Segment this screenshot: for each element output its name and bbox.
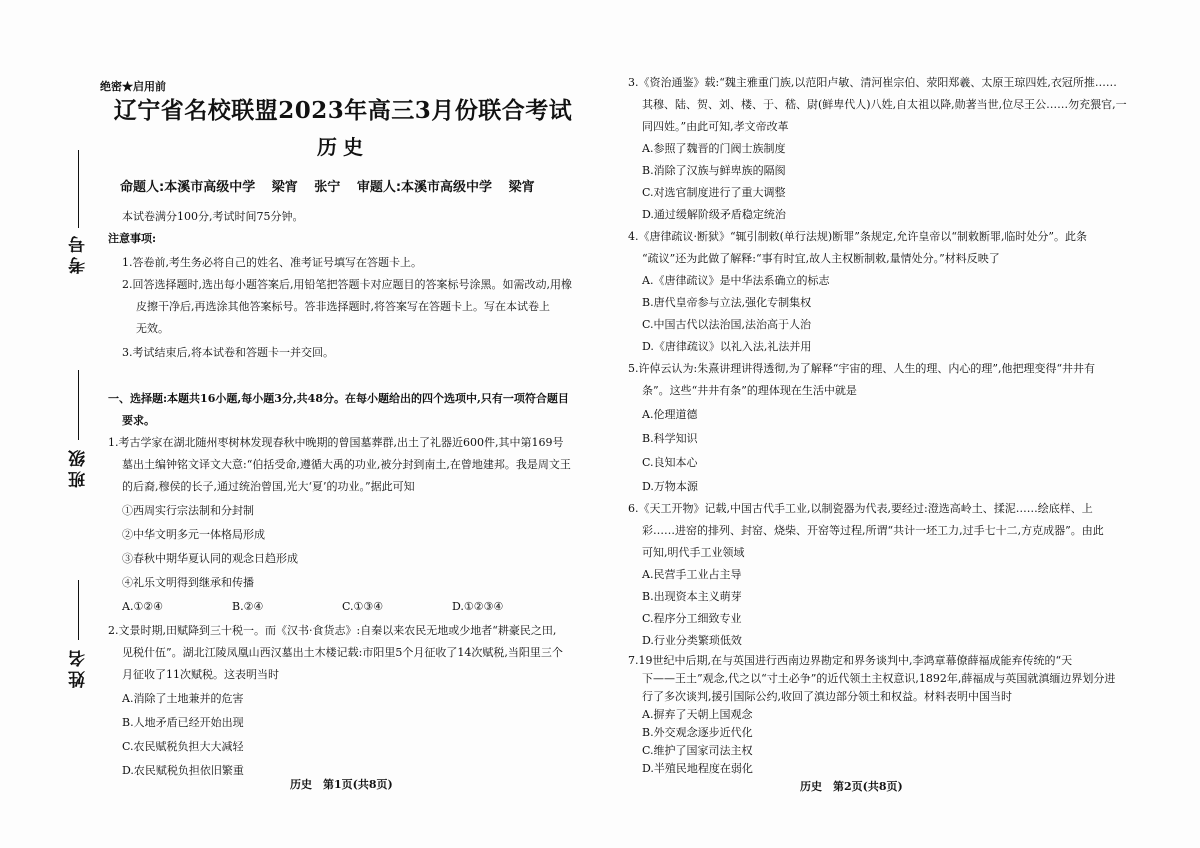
option: C.良知本心 — [642, 456, 698, 469]
option: C.程序分工细致专业 — [642, 612, 742, 625]
exam-title: 辽宁省名校联盟2023年高三3月份联合考试 — [113, 97, 573, 124]
option: C.农民赋税负担大大减轻 — [122, 740, 244, 753]
question-6-line: 6.《天工开物》记载,中国古代手工业,以制瓷器为代表,要经过:澄选高岭土、揉泥……绘底样、上 — [628, 502, 1093, 515]
question-7-line: 7.19世纪中后期,在与英国进行西南边界勘定和界务谈判中,李鸿章幕僚薛福成能弃传统的“天 — [628, 654, 1073, 667]
note-line: 2.回答选择题时,选出每小题答案后,用铅笔把答题卡对应题目的答案标号涂黑。如需改动,用橡 — [122, 278, 572, 291]
option: B.②④ — [232, 600, 264, 613]
option: D.万物本源 — [642, 480, 698, 493]
section-heading: 一、选择题:本题共16小题,每小题3分,共48分。在每小题给出的四个选项中,只有一项符合题目 — [108, 392, 569, 405]
option: B.科学知识 — [642, 432, 698, 445]
class-label: 班级 — [68, 446, 89, 488]
option: C.对选官制度进行了重大调整 — [642, 186, 786, 199]
option: C.①③④ — [342, 600, 384, 613]
name-line — [78, 580, 79, 640]
question-1-item: ③春秋中期华夏认同的观念日趋形成 — [122, 552, 298, 565]
option: B.唐代皇帝参与立法,强化专制集权 — [642, 296, 812, 309]
question-1-item: ①西周实行宗法制和分封制 — [122, 504, 254, 517]
option: D.半殖民地程度在弱化 — [642, 762, 753, 775]
confidential-mark: 绝密★启用前 — [100, 80, 166, 93]
question-1-line: 1.考古学家在湖北随州枣树林发现春秋中晚期的曾国墓葬群,出土了礼器近600件,其中第169号 — [108, 436, 564, 449]
option: A.伦理道德 — [642, 408, 698, 421]
note-line: 3.考试结束后,将本试卷和答题卡一并交回。 — [122, 346, 334, 359]
question-4-line: “疏议”还为此做了解释:“事有时宜,故人主权断制敕,量情处分。”材料反映了 — [642, 252, 1000, 265]
option: B.人地矛盾已经开始出现 — [122, 716, 244, 729]
option: D.农民赋税负担依旧繁重 — [122, 764, 244, 777]
option: A.《唐律疏议》是中华法系确立的标志 — [642, 274, 830, 287]
page-footer-2: 历史 第2页(共8页) — [800, 780, 903, 793]
option: A.①②④ — [122, 600, 164, 613]
option: D.①②③④ — [452, 600, 504, 613]
author-item: 命题人:本溪市高级中学 — [120, 180, 256, 195]
question-3-line: 3.《资治通鉴》载:“魏主雅重门族,以范阳卢敏、清河崔宗伯、荥阳郑羲、太原王琼四姓,衣冠所推…… — [628, 76, 1117, 89]
authors-line — [120, 176, 590, 195]
question-1-item: ④礼乐文明得到继承和传播 — [122, 576, 254, 589]
option: B.外交观念逐步近代化 — [642, 726, 753, 739]
author-item: 梁宵 — [508, 180, 535, 195]
exam-info: 本试卷满分100分,考试时间75分钟。 — [122, 210, 304, 223]
option: D.通过缓解阶级矛盾稳定统治 — [642, 208, 786, 221]
author-item: 审题人:本溪市高级中学 — [356, 180, 493, 195]
question-4-line: 4.《唐律疏议·断狱》“辄引制敕(单行法规)断罪”条规定,允许皇帝以“制敕断罪,临时处分”。此条 — [628, 230, 1088, 243]
question-1-line: 的后裔,穆侯的长子,通过统治曾国,光大‘夏’的功业。”据此可知 — [122, 480, 415, 493]
exam-number-line — [78, 150, 79, 228]
option: A.参照了魏晋的门阀士族制度 — [642, 142, 786, 155]
question-2-line: 见税什伍”。湖北江陵凤凰山西汉墓出土木楼记载:市阳里5个月征收了14次赋税,当阳里三个 — [122, 646, 563, 659]
question-2-line: 2.文景时期,田赋降到三十税一。而《汉书·食货志》:自秦以来农民无地或少地者“耕豪民之田, — [108, 624, 557, 637]
question-1-line: 墓出土编钟铭文译文大意:“伯括受命,遵循大禹的功业,被分封到南土,在曾地建邦。我是周文王 — [122, 458, 571, 471]
subject-title: 历史 — [317, 135, 369, 159]
option: B.消除了汉族与鲜卑族的隔阂 — [642, 164, 786, 177]
exam-number-label: 考号 — [68, 232, 89, 274]
note-line: 无效。 — [136, 322, 169, 335]
question-7-line: 行了多次谈判,援引国际公约,收回了滇边部分领土和权益。材料表明中国当时 — [642, 690, 1012, 703]
section-heading: 要求。 — [122, 414, 155, 427]
question-5-line: 条”。这些“井井有条”的理体现在生活中就是 — [642, 384, 857, 397]
option: C.中国古代以法治国,法治高于人治 — [642, 318, 812, 331]
question-2-line: 月征收了11次赋税。这表明当时 — [122, 668, 279, 681]
question-1-options — [122, 596, 562, 618]
note-line: 1.答卷前,考生务必将自己的姓名、准考证号填写在答题卡上。 — [122, 256, 422, 269]
exam-number-field — [60, 150, 96, 280]
question-1-item: ②中华文明多元一体格局形成 — [122, 528, 265, 541]
name-field — [60, 580, 96, 700]
class-line — [78, 370, 79, 440]
option: A.消除了土地兼并的危害 — [122, 692, 244, 705]
question-6-line: 可知,明代手工业领域 — [642, 546, 745, 559]
class-field — [60, 370, 96, 500]
notes-title: 注意事项: — [108, 232, 157, 245]
question-3-line: 同四姓。”由此可知,孝文帝改革 — [642, 120, 789, 133]
question-5-line: 5.许倬云认为:朱熹讲理讲得透彻,为了解释“宇宙的理、人生的理、内心的理”,他把理变得“井井有 — [628, 362, 1096, 375]
option: D.《唐律疏议》以礼入法,礼法并用 — [642, 340, 812, 353]
question-7-line: 下——王土”观念,代之以“寸土必争”的近代领土主权意识,1892年,薛福成与英国就滇缅边界划分进 — [642, 672, 1116, 685]
note-line: 皮擦干净后,再选涂其他答案标号。答非选择题时,将答案写在答题卡上。写在本试卷上 — [136, 300, 550, 313]
question-3-line: 其穆、陆、贺、刘、楼、于、嵇、尉(鲜卑代人)八姓,自太祖以降,勋著当世,位尽王公……勿充猥官,一 — [642, 98, 1127, 111]
option: B.出现资本主义萌芽 — [642, 590, 742, 603]
author-item: 梁宵 — [271, 180, 298, 195]
option: A.摒弃了天朝上国观念 — [642, 708, 753, 721]
author-item: 张宁 — [314, 180, 341, 195]
name-label: 姓名 — [68, 646, 89, 688]
page-footer-1: 历史 第1页(共8页) — [290, 778, 393, 791]
option: A.民营手工业占主导 — [642, 568, 742, 581]
option: D.行业分类繁琐低效 — [642, 634, 742, 647]
option: C.维护了国家司法主权 — [642, 744, 753, 757]
question-6-line: 彩……进窑的排列、封窑、烧柴、开窑等过程,所谓“共计一坯工力,过手七十二,方克成器”。由此 — [642, 524, 1104, 537]
